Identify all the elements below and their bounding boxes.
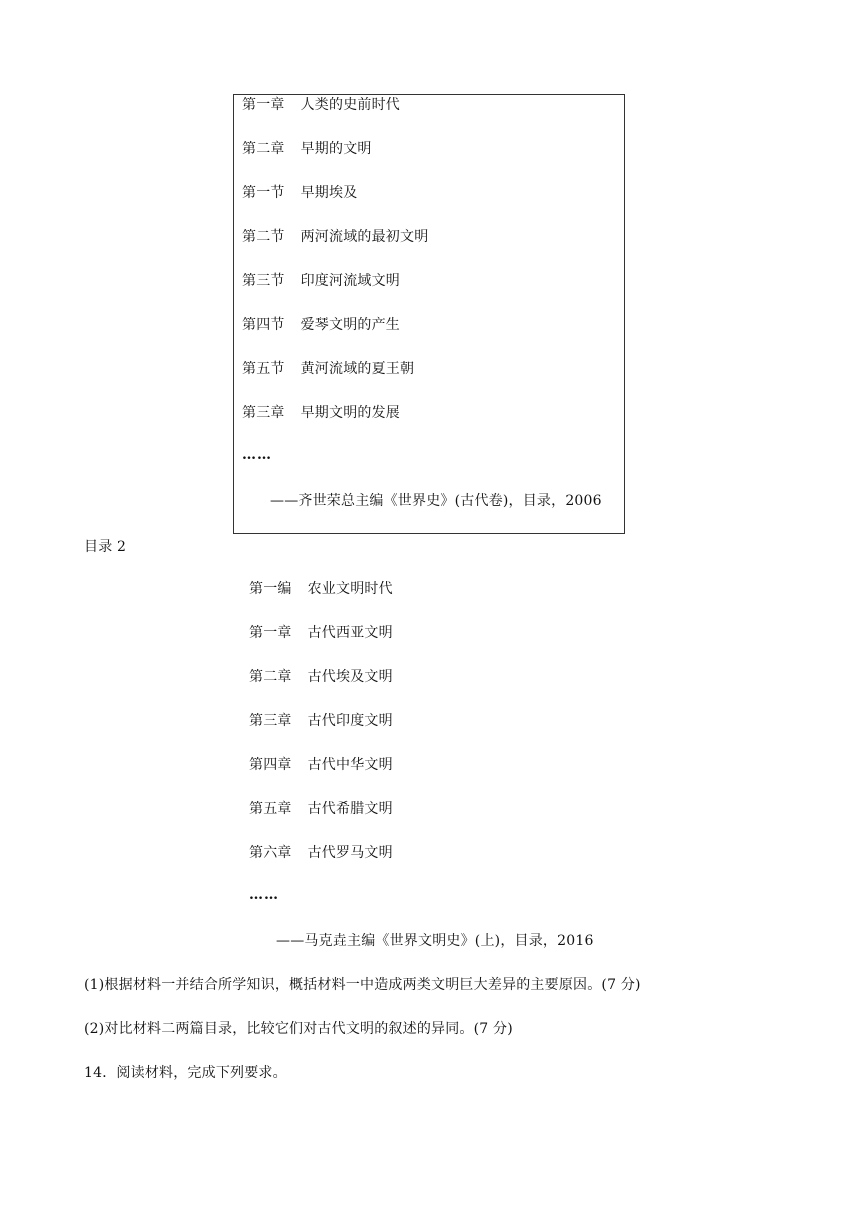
entry-number: 第二节 (242, 229, 285, 245)
entry-number: 第二章 (242, 141, 285, 157)
entry-number: 第四节 (242, 317, 285, 333)
entry-number: 第一编 (249, 581, 292, 597)
catalog1-entry (242, 404, 400, 422)
entry-title: 爱琴文明的产生 (300, 317, 401, 333)
entry-number: 第四章 (249, 757, 292, 773)
entry-number: 第三章 (242, 405, 285, 421)
catalog1-entry (242, 140, 372, 158)
entry-title: 两河流域的最初文明 (300, 229, 429, 245)
question-2: (2)对比材料二两篇目录，比较它们对古代文明的叙述的异同。(7 分) (84, 1021, 513, 1037)
entry-title: 古代罗马文明 (307, 845, 393, 861)
catalog1-entry (242, 228, 428, 246)
catalog1-entry (242, 360, 414, 378)
question-1: (1)根据材料一并结合所学知识，概括材料一中造成两类文明巨大差异的主要原因。(7 分) (84, 977, 641, 993)
entry-title: 早期的文明 (300, 141, 372, 157)
entry-title: 古代印度文明 (307, 713, 393, 729)
catalog1-box (233, 94, 625, 534)
catalog1-entry (242, 96, 400, 114)
entry-number: 第五章 (249, 801, 292, 817)
catalog2-entry (249, 668, 393, 686)
entry-title: 印度河流域文明 (300, 273, 401, 289)
entry-number: 第六章 (249, 845, 292, 861)
entry-number: 第一章 (249, 625, 292, 641)
entry-number: 第二章 (249, 669, 292, 685)
entry-title: 古代西亚文明 (307, 625, 393, 641)
entry-title: 古代埃及文明 (307, 669, 393, 685)
catalog2-entry (249, 624, 393, 642)
entry-title: 古代希腊文明 (307, 801, 393, 817)
entry-number: 第三章 (249, 713, 292, 729)
catalog2-entry (249, 712, 393, 730)
entry-number: 第三节 (242, 273, 285, 289)
entry-title: 人类的史前时代 (300, 97, 401, 113)
entry-title: 早期文明的发展 (300, 405, 401, 421)
catalog1-source: ——齐世荣总主编《世界史》(古代卷)，目录，2006 (270, 493, 602, 509)
catalog2-entry (249, 844, 393, 862)
catalog2-entry (249, 800, 393, 818)
catalog1-entry (242, 184, 357, 202)
catalog2-label: 目录 2 (84, 539, 127, 555)
entry-title: 黄河流域的夏王朝 (300, 361, 415, 377)
entry-number: 第五节 (242, 361, 285, 377)
catalog1-entry (242, 316, 400, 334)
catalog2-source: ——马克垚主编《世界文明史》(上)，目录，2016 (276, 933, 594, 949)
catalog1-entry (242, 272, 400, 290)
entry-title: 古代中华文明 (307, 757, 393, 773)
question-14: 14．阅读材料，完成下列要求。 (84, 1065, 287, 1081)
catalog2-entry (249, 580, 393, 598)
entry-number: 第一章 (242, 97, 285, 113)
entry-title: 农业文明时代 (307, 581, 393, 597)
catalog2-entry (249, 756, 393, 774)
entry-title: 早期埃及 (300, 185, 358, 201)
catalog2-ellipsis: …… (249, 887, 279, 903)
catalog1-ellipsis: …… (242, 447, 272, 463)
entry-number: 第一节 (242, 185, 285, 201)
